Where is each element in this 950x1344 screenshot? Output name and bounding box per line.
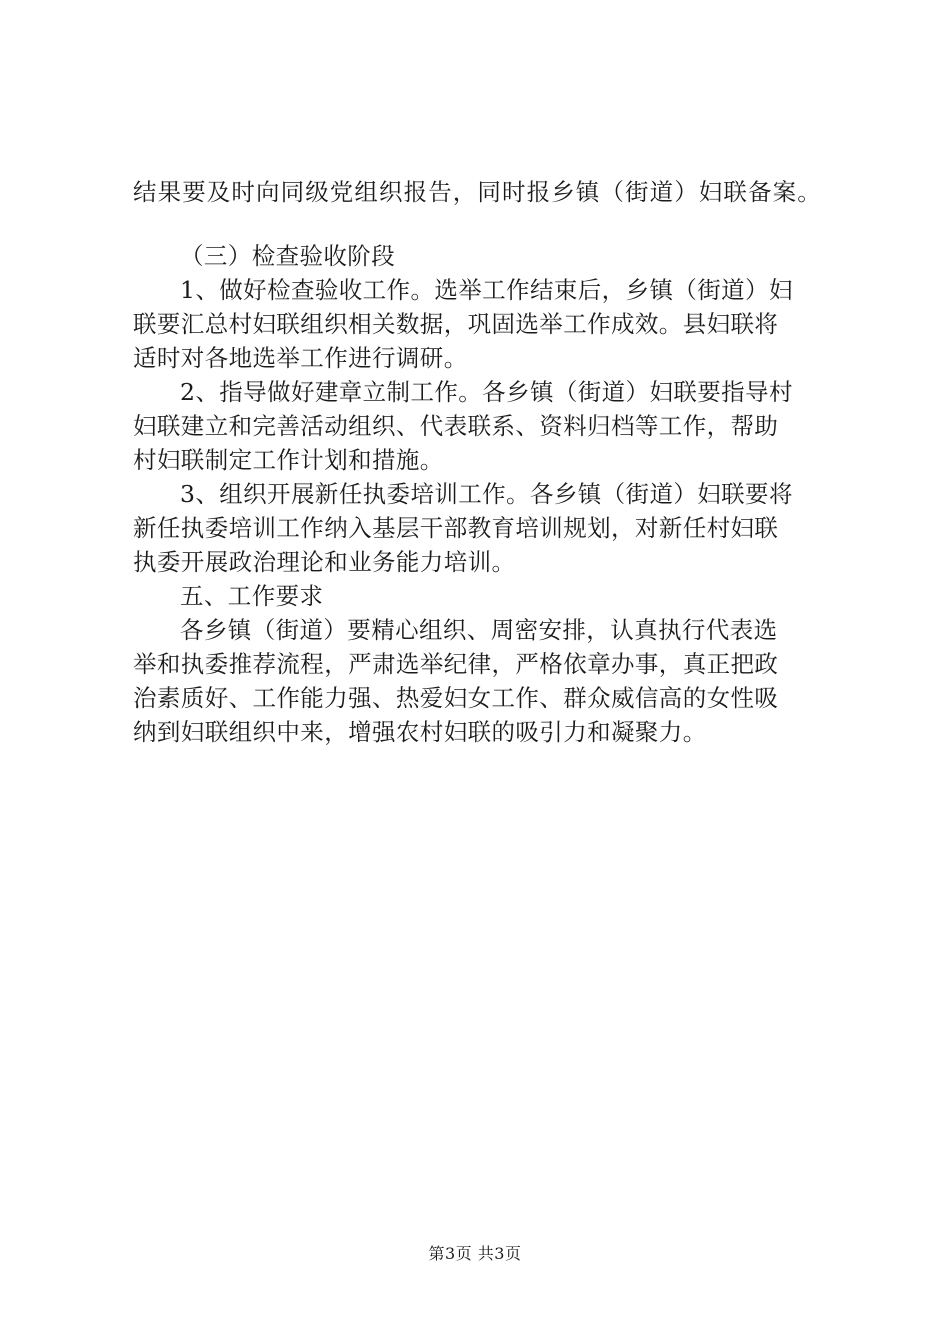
requirements-line-3: 治素质好、工作能力强、热爱妇女工作、群众威信高的女性吸 — [133, 684, 779, 712]
item-1-line-3: 适时对各地选举工作进行调研。 — [133, 344, 468, 372]
item-3-line-3: 执委开展政治理论和业务能力培训。 — [133, 548, 516, 576]
paragraph-gap — [133, 209, 833, 239]
page-number-footer: 第3页 共3页 — [428, 1244, 522, 1263]
item-3-line-2: 新任执委培训工作纳入基层干部教育培训规划，对新任村妇联 — [133, 514, 779, 542]
item-1-line-1: 1、做好检查验收工作。选举工作结束后，乡镇（街道）妇 — [180, 276, 793, 304]
requirements-line-2: 举和执委推荐流程，严肃选举纪律，严格依章办事，真正把政 — [133, 650, 779, 678]
item-1-paragraph — [133, 273, 833, 375]
continuation-line: 结果要及时向同级党组织报告，同时报乡镇（街道）妇联备案。 — [133, 178, 822, 206]
item-2-line-1: 2、指导做好建章立制工作。各乡镇（街道）妇联要指导村 — [180, 378, 793, 406]
section-5-heading: 五、工作要求 — [180, 582, 324, 610]
item-2-line-3: 村妇联制定工作计划和措施。 — [133, 446, 444, 474]
requirements-paragraph — [133, 613, 833, 749]
requirements-line-1: 各乡镇（街道）要精心组织、周密安排，认真执行代表选 — [180, 616, 778, 644]
section-3-heading: （三）检查验收阶段 — [180, 242, 396, 270]
item-2-line-2: 妇联建立和完善活动组织、代表联系、资料归档等工作，帮助 — [133, 412, 779, 440]
item-3-paragraph — [133, 477, 833, 579]
item-1-line-2: 联要汇总村妇联组织相关数据，巩固选举工作成效。县妇联将 — [133, 310, 779, 338]
item-3-line-1: 3、组织开展新任执委培训工作。各乡镇（街道）妇联要将 — [180, 480, 793, 508]
item-2-paragraph — [133, 375, 833, 477]
document-body — [133, 175, 833, 749]
requirements-line-4: 纳到妇联组织中来，增强农村妇联的吸引力和凝聚力。 — [133, 718, 707, 746]
